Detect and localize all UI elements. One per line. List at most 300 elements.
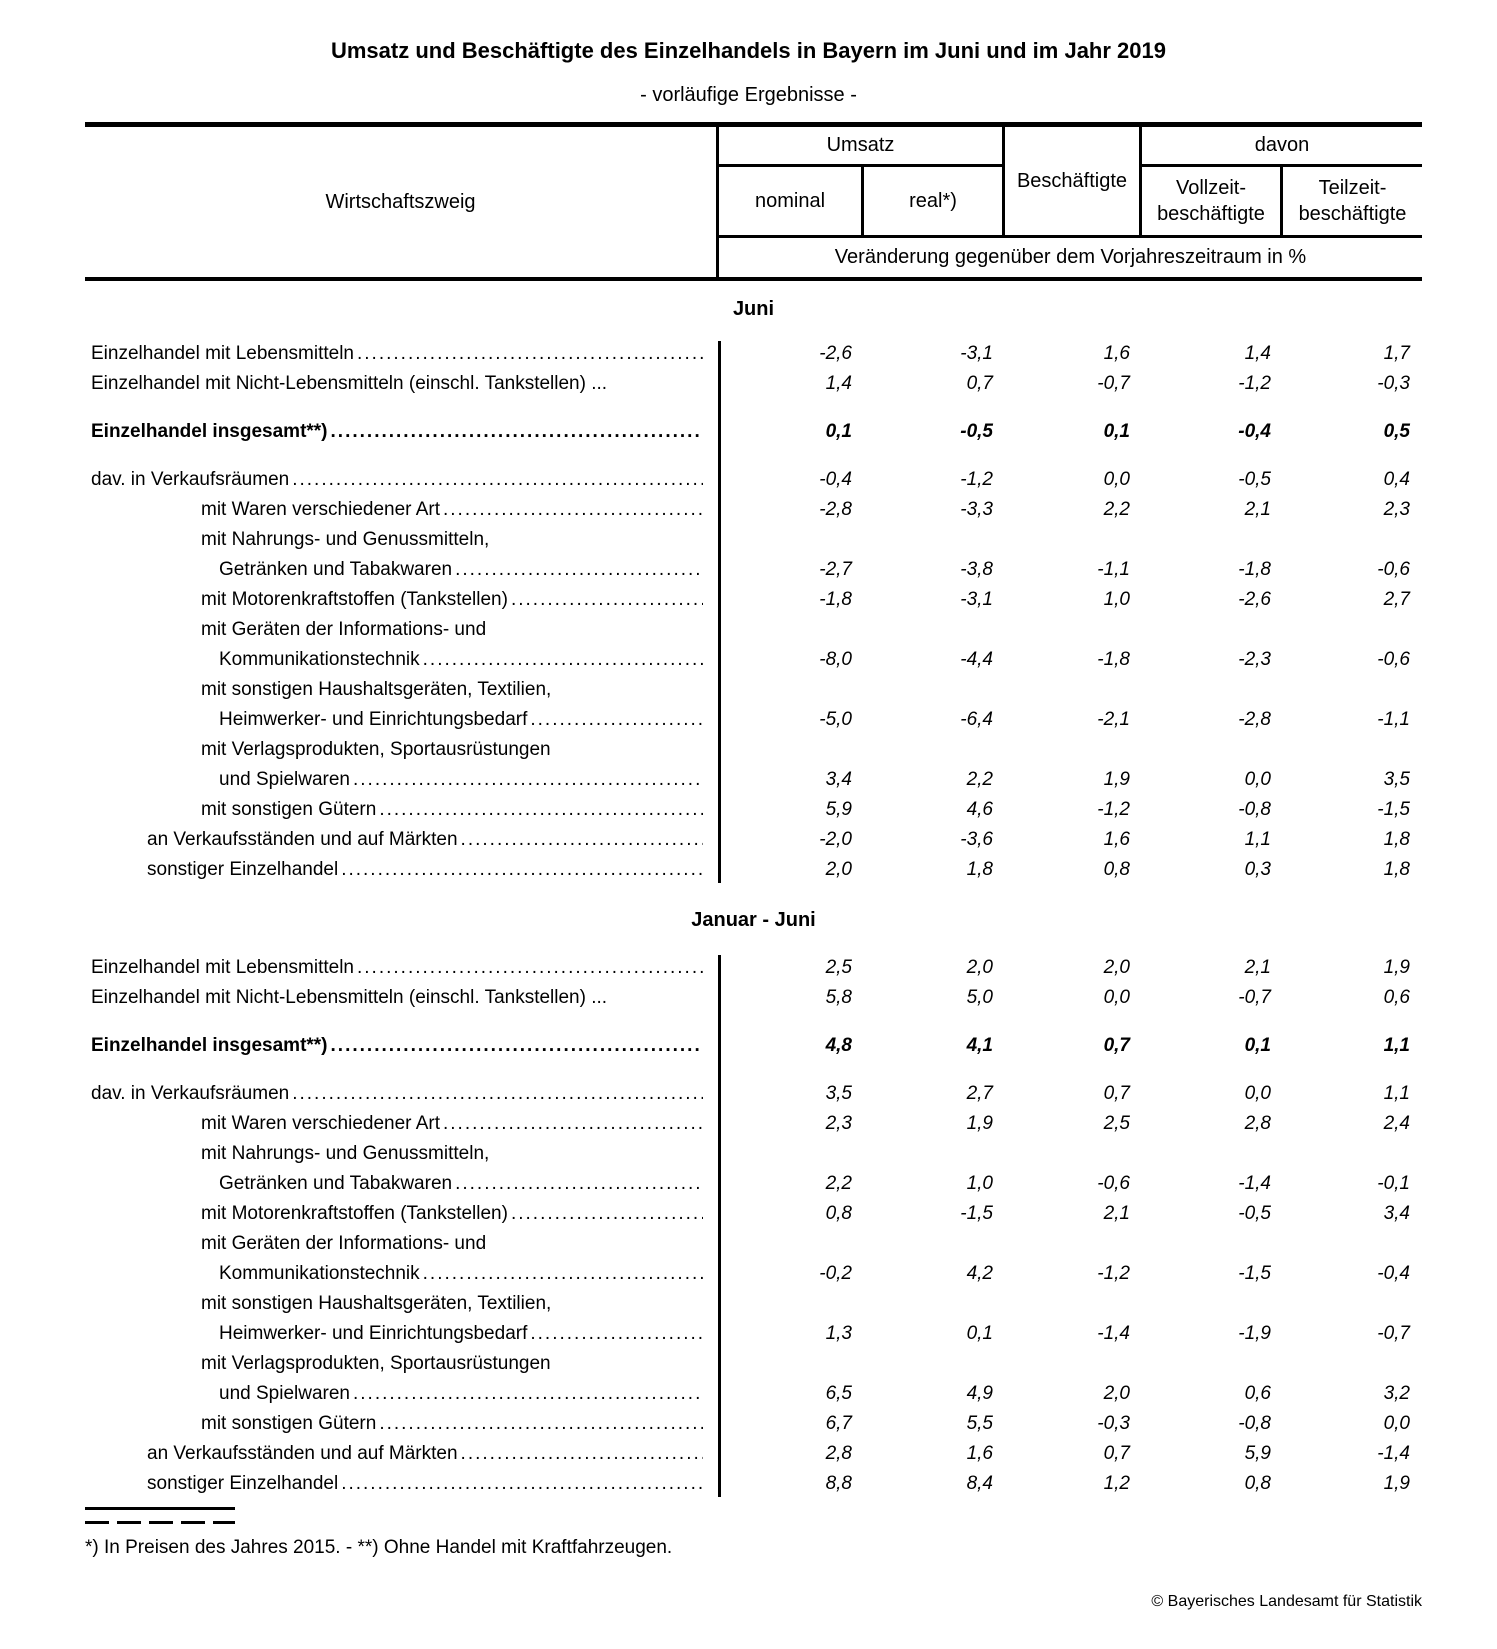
value-cell: 1,8 xyxy=(1383,829,1410,850)
row-label-text: Kommunikationstechnik xyxy=(219,1263,420,1284)
value-cell: 3,4 xyxy=(1383,1203,1410,1224)
value-cell: 6,5 xyxy=(825,1383,852,1404)
value-cell: 2,1 xyxy=(1103,1203,1130,1224)
value-cell: 1,4 xyxy=(1244,343,1271,364)
table-row xyxy=(85,855,1422,885)
row-label-text: Getränken und Tabakwaren xyxy=(219,1173,453,1194)
row-label-line xyxy=(85,369,703,399)
table-row xyxy=(85,1409,1422,1439)
table-row xyxy=(85,339,1422,369)
row-label-line xyxy=(85,825,703,855)
value-cell: -0,6 xyxy=(1377,559,1410,580)
value-cell: -0,5 xyxy=(960,421,993,442)
row-label-text: mit sonstigen Haushaltsgeräten, Textilien, xyxy=(201,679,552,700)
row-label-line xyxy=(85,1409,703,1439)
dot-leader xyxy=(354,953,703,983)
value-cell: 1,0 xyxy=(966,1173,993,1194)
row-label xyxy=(85,1409,719,1439)
table-row xyxy=(85,1139,1422,1199)
row-label-text: mit sonstigen Gütern xyxy=(201,799,377,820)
value-cell: -0,7 xyxy=(1377,1323,1410,1344)
row-label-line xyxy=(85,417,703,447)
page-subtitle: - vorläufige Ergebnisse - xyxy=(640,84,857,106)
row-label-text: mit Geräten der Informations- und xyxy=(201,619,487,640)
row-label xyxy=(85,615,719,675)
table-row xyxy=(85,1199,1422,1229)
row-label-line xyxy=(85,525,703,555)
row-label-line xyxy=(85,705,703,735)
row-label-line xyxy=(85,339,703,369)
table-row xyxy=(85,417,1422,447)
row-label-text: Einzelhandel mit Lebensmitteln xyxy=(91,957,354,978)
value-cell: -3,1 xyxy=(960,589,993,610)
value-cell: 1,1 xyxy=(1383,1035,1410,1056)
dot-leader xyxy=(440,495,703,525)
row-label-line xyxy=(85,1169,703,1199)
dot-leader xyxy=(458,825,703,855)
table-row xyxy=(85,825,1422,855)
section-heading: Januar - Juni xyxy=(691,909,816,931)
table-row xyxy=(85,675,1422,735)
row-label-line xyxy=(85,1199,703,1229)
dot-leader xyxy=(350,765,703,795)
row-label-text: mit Verlagsprodukten, Sportausrüstungen xyxy=(201,1353,551,1374)
value-cell: 1,9 xyxy=(1383,1473,1410,1494)
row-label xyxy=(85,369,719,399)
value-cell: 3,5 xyxy=(1383,769,1410,790)
value-cell: 2,1 xyxy=(1244,957,1271,978)
value-cell: -1,5 xyxy=(1238,1263,1271,1284)
row-label-text: sonstiger Einzelhandel xyxy=(147,859,339,880)
row-label-line xyxy=(85,1349,703,1379)
row-label xyxy=(85,795,719,825)
row-label-line xyxy=(85,1109,703,1139)
value-cell: -0,6 xyxy=(1097,1173,1130,1194)
row-label-text: mit sonstigen Gütern xyxy=(201,1413,377,1434)
value-cell: -0,8 xyxy=(1238,799,1271,820)
table-row xyxy=(85,795,1422,825)
row-label xyxy=(85,495,719,525)
value-cell: 1,8 xyxy=(966,859,993,880)
table-row xyxy=(85,465,1422,495)
value-cell: 1,9 xyxy=(1103,769,1130,790)
dot-leader xyxy=(289,465,703,495)
table-header xyxy=(85,122,1422,281)
row-label-text: mit Nahrungs- und Genussmitteln, xyxy=(201,529,490,550)
value-cell: 2,8 xyxy=(1244,1113,1271,1134)
value-cell: -0,1 xyxy=(1377,1173,1410,1194)
dot-leader xyxy=(338,855,703,885)
value-cell: 1,6 xyxy=(966,1443,993,1464)
value-cell: -2,8 xyxy=(819,499,852,520)
dot-leader xyxy=(527,705,703,735)
row-label-line xyxy=(85,1139,703,1169)
value-cell: 0,0 xyxy=(1103,987,1130,1008)
section-januar-juni xyxy=(85,905,1422,1499)
value-cell: 0,0 xyxy=(1383,1413,1410,1434)
value-cell: 0,0 xyxy=(1103,469,1130,490)
row-label-text: Getränken und Tabakwaren xyxy=(219,559,453,580)
row-label-line xyxy=(85,675,703,705)
value-cell: 5,8 xyxy=(825,987,852,1008)
column-header-teilzeit-line2: beschäftigte xyxy=(1298,203,1407,225)
dot-leader xyxy=(452,1169,703,1199)
value-cell: -1,4 xyxy=(1097,1323,1130,1344)
column-header-umsatz: Umsatz xyxy=(719,127,1005,167)
value-cell: 1,4 xyxy=(825,373,852,394)
table-row xyxy=(85,1229,1422,1289)
value-cell: 0,7 xyxy=(1103,1443,1130,1464)
value-cell: 0,1 xyxy=(1244,1035,1271,1056)
value-cell: 2,4 xyxy=(1383,1113,1410,1134)
row-label-line xyxy=(85,465,703,495)
unit-row: Veränderung gegenüber dem Vorjahreszeitraum in % xyxy=(719,235,1422,277)
value-cell: 8,8 xyxy=(825,1473,852,1494)
row-label-line xyxy=(85,1319,703,1349)
row-label-line xyxy=(85,495,703,525)
dot-leader xyxy=(350,1379,703,1409)
value-cell: 1,2 xyxy=(1103,1473,1130,1494)
value-cell: 1,1 xyxy=(1244,829,1271,850)
row-label-line xyxy=(85,1079,703,1109)
table-row xyxy=(85,983,1422,1013)
section-table-body xyxy=(85,339,1422,885)
row-label xyxy=(85,735,719,795)
value-cell: -0,8 xyxy=(1238,1413,1271,1434)
value-cell: 2,3 xyxy=(1383,499,1410,520)
value-cell: -2,3 xyxy=(1238,649,1271,670)
row-label xyxy=(85,855,719,885)
row-label-text: Einzelhandel insgesamt**) xyxy=(91,1035,328,1056)
value-cell: 2,8 xyxy=(825,1443,852,1464)
value-cell: 4,6 xyxy=(966,799,993,820)
column-header-vollzeit-line1: Vollzeit- xyxy=(1175,177,1247,199)
value-cell: 4,1 xyxy=(966,1035,993,1056)
value-cell: -0,6 xyxy=(1377,649,1410,670)
value-cell: -1,8 xyxy=(1097,649,1130,670)
value-cell: -1,1 xyxy=(1097,559,1130,580)
row-label-text: Einzelhandel insgesamt**) xyxy=(91,421,328,442)
value-cell: -2,6 xyxy=(819,343,852,364)
row-label xyxy=(85,953,719,983)
column-header-vollzeit-line2: beschäftigte xyxy=(1157,203,1265,225)
value-cell: 0,7 xyxy=(966,373,993,394)
column-header-wirtschaftszweig: Wirtschaftszweig xyxy=(85,127,719,277)
value-cell: 5,5 xyxy=(966,1413,993,1434)
value-cell: -2,0 xyxy=(819,829,852,850)
value-cell: 0,8 xyxy=(1103,859,1130,880)
section-heading: Juni xyxy=(732,298,775,320)
row-label-text: Einzelhandel mit Nicht-Lebensmitteln (einschl. Tankstellen) ... xyxy=(91,373,608,394)
value-cell: 0,1 xyxy=(966,1323,993,1344)
row-label-line xyxy=(85,983,703,1013)
value-cell: 2,0 xyxy=(1103,1383,1130,1404)
value-cell: 2,7 xyxy=(1383,589,1410,610)
row-label xyxy=(85,1289,719,1349)
value-cell: -3,8 xyxy=(960,559,993,580)
value-cell: 1,9 xyxy=(966,1113,993,1134)
row-label-line xyxy=(85,1379,703,1409)
value-cell: -1,2 xyxy=(1097,799,1130,820)
value-cell: -8,0 xyxy=(819,649,852,670)
dot-leader xyxy=(440,1109,703,1139)
value-cell: -6,4 xyxy=(960,709,993,730)
row-label-text: mit Nahrungs- und Genussmitteln, xyxy=(201,1143,490,1164)
row-label xyxy=(85,339,719,369)
footnote-separator-dashed xyxy=(85,1521,235,1524)
row-label xyxy=(85,1109,719,1139)
row-label-text: mit Verlagsprodukten, Sportausrüstungen xyxy=(201,739,551,760)
value-cell: -1,2 xyxy=(1238,373,1271,394)
row-label-line xyxy=(85,735,703,765)
value-cell: 0,0 xyxy=(1244,1083,1271,1104)
column-header-davon: davon xyxy=(1142,127,1422,167)
row-label-text: mit Waren verschiedener Art xyxy=(201,499,440,520)
value-cell: 2,7 xyxy=(966,1083,993,1104)
row-label-text: mit Motorenkraftstoffen (Tankstellen) xyxy=(201,589,508,610)
row-label-line xyxy=(85,585,703,615)
value-cell: -0,7 xyxy=(1097,373,1130,394)
value-cell: -1,9 xyxy=(1238,1323,1271,1344)
value-cell: -2,1 xyxy=(1097,709,1130,730)
value-cell: 1,7 xyxy=(1383,343,1410,364)
row-label xyxy=(85,1031,719,1061)
footnote: *) In Preisen des Jahres 2015. - **) Ohne Handel mit Kraftfahrzeugen. xyxy=(85,1537,673,1558)
row-label xyxy=(85,1199,719,1229)
dot-leader xyxy=(527,1319,703,1349)
row-label xyxy=(85,417,719,447)
value-cell: 5,9 xyxy=(825,799,852,820)
value-cell: 2,5 xyxy=(825,957,852,978)
dot-leader xyxy=(376,1409,703,1439)
value-cell: -1,4 xyxy=(1377,1443,1410,1464)
value-cell: 0,0 xyxy=(1244,769,1271,790)
value-cell: -5,0 xyxy=(819,709,852,730)
row-label-line xyxy=(85,1031,703,1061)
value-cell: -3,1 xyxy=(960,343,993,364)
row-label xyxy=(85,825,719,855)
value-cell: 0,4 xyxy=(1383,469,1410,490)
value-cell: -0,5 xyxy=(1238,469,1271,490)
value-cell: -1,5 xyxy=(960,1203,993,1224)
table-row xyxy=(85,1289,1422,1349)
value-cell: -2,6 xyxy=(1238,589,1271,610)
value-cell: 0,1 xyxy=(1103,421,1130,442)
table-row xyxy=(85,1349,1422,1409)
row-label xyxy=(85,1139,719,1199)
value-cell: 5,9 xyxy=(1244,1443,1271,1464)
row-label xyxy=(85,1469,719,1499)
row-label-text: an Verkaufsständen und auf Märkten xyxy=(147,1443,458,1464)
value-cell: -0,5 xyxy=(1238,1203,1271,1224)
value-cell: 4,8 xyxy=(825,1035,852,1056)
value-cell: -0,4 xyxy=(1238,421,1271,442)
value-cell: 0,8 xyxy=(825,1203,852,1224)
dot-leader xyxy=(420,1259,703,1289)
dot-leader xyxy=(328,1031,703,1061)
value-cell: -4,4 xyxy=(960,649,993,670)
value-cell: -3,3 xyxy=(960,499,993,520)
value-cell: 4,2 xyxy=(966,1263,993,1284)
value-cell: -1,4 xyxy=(1238,1173,1271,1194)
row-label-line xyxy=(85,615,703,645)
table-row xyxy=(85,1031,1422,1061)
column-header-teilzeit-line1: Teilzeit- xyxy=(1318,177,1387,199)
value-cell: -2,8 xyxy=(1238,709,1271,730)
row-label xyxy=(85,465,719,495)
value-cell: 2,1 xyxy=(1244,499,1271,520)
value-cell: 2,2 xyxy=(966,769,993,790)
dot-leader xyxy=(508,585,703,615)
value-cell: -1,1 xyxy=(1377,709,1410,730)
row-label-line xyxy=(85,1439,703,1469)
dot-leader xyxy=(338,1469,703,1499)
row-label-text: Heimwerker- und Einrichtungsbedarf xyxy=(219,1323,528,1344)
section-table-body xyxy=(85,953,1422,1499)
row-label-text: dav. in Verkaufsräumen xyxy=(91,469,290,490)
dot-leader xyxy=(289,1079,703,1109)
value-cell: 0,6 xyxy=(1244,1383,1271,1404)
row-label-text: Einzelhandel mit Nicht-Lebensmitteln (einschl. Tankstellen) ... xyxy=(91,987,608,1008)
table-row xyxy=(85,525,1422,585)
footnote-separator-solid xyxy=(85,1507,235,1510)
value-cell: -2,7 xyxy=(819,559,852,580)
table-row xyxy=(85,1469,1422,1499)
value-cell: -1,2 xyxy=(1097,1263,1130,1284)
table-row xyxy=(85,1439,1422,1469)
table-row xyxy=(85,585,1422,615)
row-label-text: mit Motorenkraftstoffen (Tankstellen) xyxy=(201,1203,508,1224)
value-cell: -3,6 xyxy=(960,829,993,850)
copyright-notice: © Bayerisches Landesamt für Statistik xyxy=(1151,1593,1422,1610)
value-cell: -1,8 xyxy=(819,589,852,610)
dot-leader xyxy=(508,1199,703,1229)
table-row xyxy=(85,615,1422,675)
dot-leader xyxy=(452,555,703,585)
value-cell: 8,4 xyxy=(966,1473,993,1494)
value-cell: 3,4 xyxy=(825,769,852,790)
row-label-text: Einzelhandel mit Lebensmitteln xyxy=(91,343,354,364)
value-cell: 0,7 xyxy=(1103,1083,1130,1104)
value-cell: 2,3 xyxy=(825,1113,852,1134)
stats-table xyxy=(85,122,1422,1499)
row-label-line xyxy=(85,1469,703,1499)
row-label-text: mit Geräten der Informations- und xyxy=(201,1233,487,1254)
value-cell: 2,2 xyxy=(825,1173,852,1194)
row-label xyxy=(85,525,719,585)
dot-leader xyxy=(376,795,703,825)
value-cell: -0,3 xyxy=(1377,373,1410,394)
value-cell: 0,5 xyxy=(1383,421,1410,442)
row-label xyxy=(85,1439,719,1469)
row-label-line xyxy=(85,555,703,585)
row-label-line xyxy=(85,795,703,825)
table-row xyxy=(85,1079,1422,1109)
value-cell: -0,3 xyxy=(1097,1413,1130,1434)
table-row xyxy=(85,735,1422,795)
row-label-text: sonstiger Einzelhandel xyxy=(147,1473,339,1494)
row-label-text: und Spielwaren xyxy=(219,769,350,790)
column-header-vollzeitbeschaeftigte xyxy=(1142,167,1283,235)
value-cell: 2,0 xyxy=(966,957,993,978)
column-header-real: real*) xyxy=(864,167,1005,235)
value-cell: 3,5 xyxy=(825,1083,852,1104)
column-header-nominal: nominal xyxy=(719,167,864,235)
dot-leader xyxy=(420,645,703,675)
column-header-teilzeitbeschaeftigte xyxy=(1283,167,1422,235)
dot-leader xyxy=(328,417,703,447)
row-label-text: mit Waren verschiedener Art xyxy=(201,1113,440,1134)
value-cell: -0,7 xyxy=(1238,987,1271,1008)
value-cell: 2,5 xyxy=(1103,1113,1130,1134)
value-cell: -0,4 xyxy=(819,469,852,490)
value-cell: 0,8 xyxy=(1244,1473,1271,1494)
value-cell: -0,4 xyxy=(1377,1263,1410,1284)
value-cell: 0,1 xyxy=(825,421,852,442)
row-label-line xyxy=(85,1229,703,1259)
row-label-line xyxy=(85,645,703,675)
row-label-line xyxy=(85,765,703,795)
page-title: Umsatz und Beschäftigte des Einzelhandels in Bayern im Juni und im Jahr 2019 xyxy=(330,38,1166,63)
value-cell: 1,6 xyxy=(1103,343,1130,364)
row-label-text: dav. in Verkaufsräumen xyxy=(91,1083,290,1104)
value-cell: 6,7 xyxy=(825,1413,852,1434)
row-label-line xyxy=(85,855,703,885)
dot-leader xyxy=(458,1439,703,1469)
table-row xyxy=(85,369,1422,399)
section-juni xyxy=(85,294,1422,885)
row-label xyxy=(85,1229,719,1289)
value-cell: 1,0 xyxy=(1103,589,1130,610)
row-label-text: mit sonstigen Haushaltsgeräten, Textilien, xyxy=(201,1293,552,1314)
dot-leader xyxy=(354,339,703,369)
row-label xyxy=(85,585,719,615)
value-cell: 1,6 xyxy=(1103,829,1130,850)
row-label-line xyxy=(85,1289,703,1319)
row-label xyxy=(85,1079,719,1109)
row-label-text: Kommunikationstechnik xyxy=(219,649,420,670)
row-label-text: an Verkaufsständen und auf Märkten xyxy=(147,829,458,850)
value-cell: 0,3 xyxy=(1244,859,1271,880)
value-cell: 5,0 xyxy=(966,987,993,1008)
table-row xyxy=(85,953,1422,983)
value-cell: -1,2 xyxy=(960,469,993,490)
value-cell: 3,2 xyxy=(1383,1383,1410,1404)
value-cell: 2,0 xyxy=(1103,957,1130,978)
value-cell: -1,5 xyxy=(1377,799,1410,820)
value-cell: 4,9 xyxy=(966,1383,993,1404)
value-cell: 2,0 xyxy=(825,859,852,880)
row-label xyxy=(85,983,719,1013)
row-label xyxy=(85,675,719,735)
value-cell: -1,8 xyxy=(1238,559,1271,580)
value-cell: 0,7 xyxy=(1103,1035,1130,1056)
row-label xyxy=(85,1349,719,1409)
value-cell: 1,1 xyxy=(1383,1083,1410,1104)
table-row xyxy=(85,1109,1422,1139)
table-row xyxy=(85,495,1422,525)
column-header-beschaeftigte: Beschäftigte xyxy=(1005,127,1142,235)
row-label-text: und Spielwaren xyxy=(219,1383,350,1404)
value-cell: 1,9 xyxy=(1383,957,1410,978)
row-label-line xyxy=(85,953,703,983)
row-label-text: Heimwerker- und Einrichtungsbedarf xyxy=(219,709,528,730)
value-cell: 2,2 xyxy=(1103,499,1130,520)
row-label-line xyxy=(85,1259,703,1289)
value-cell: 1,8 xyxy=(1383,859,1410,880)
value-cell: -0,2 xyxy=(819,1263,852,1284)
value-cell: 1,3 xyxy=(825,1323,852,1344)
